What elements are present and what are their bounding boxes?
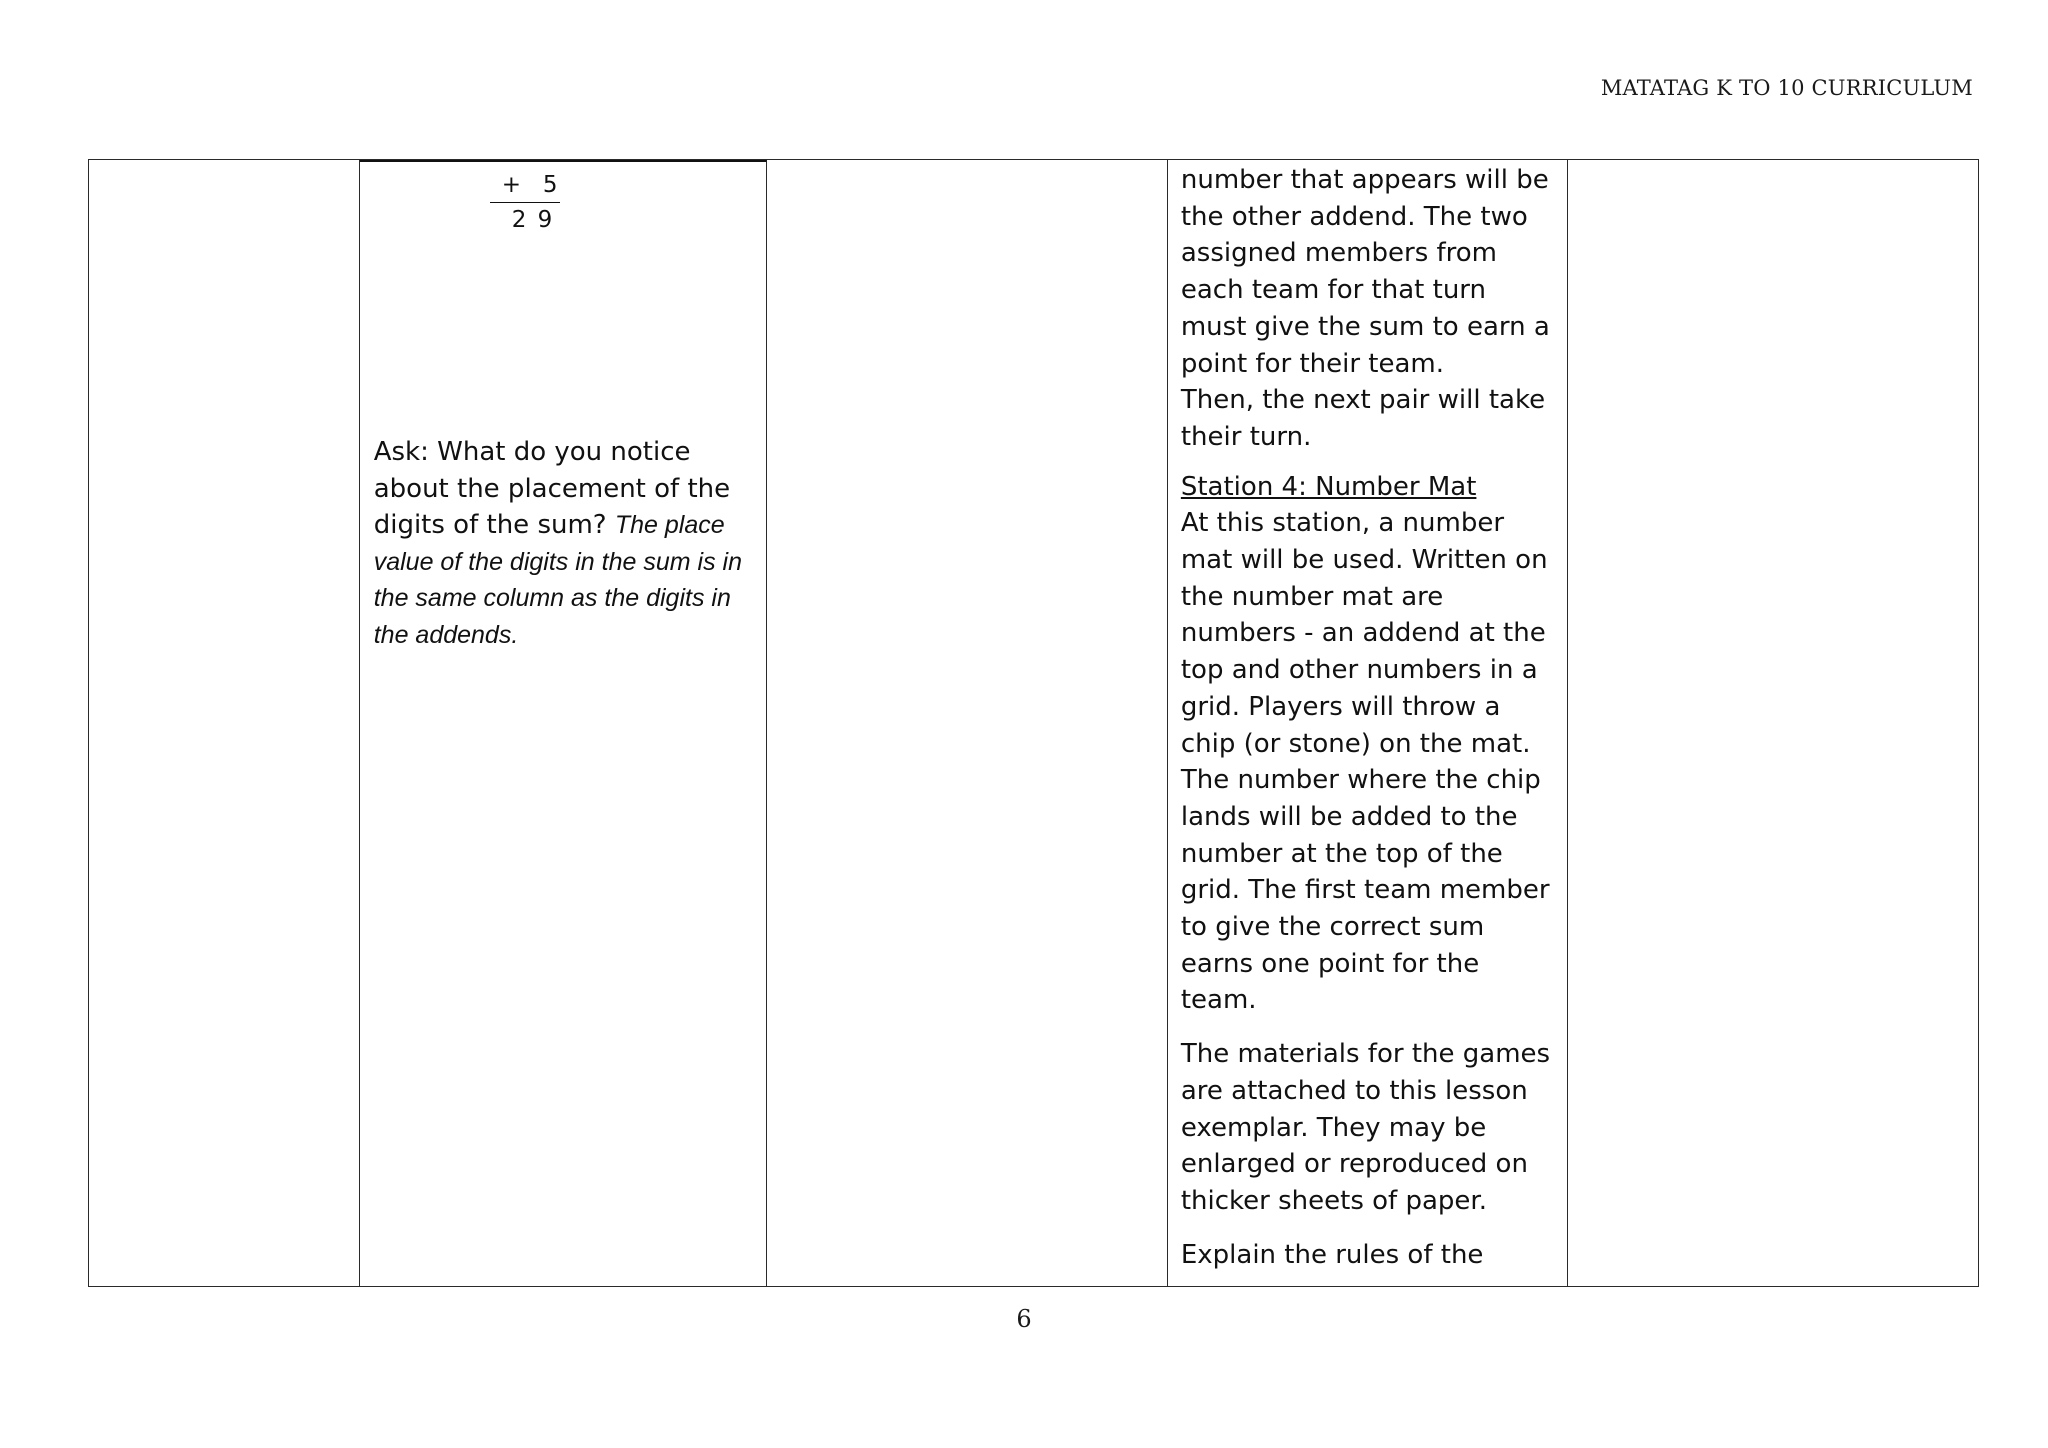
station-4-title: Station 4: Number Mat: [1180, 471, 1477, 502]
station-4-body: At this station, a number mat will be used. Written on the number mat are numbers - an addend at the top and other numbers in a grid. Players will throw a chip (or stone) on the mat. The number where the chip lands will be added to the number at the top of the grid. The first team member to give the correct sum earns one point for the team.: [1180, 508, 1550, 1016]
table-column-5: [1568, 160, 1978, 1286]
page-number: 6: [1016, 1305, 1032, 1333]
table-column-2: [360, 160, 768, 1286]
table-column-4: [1168, 160, 1569, 1286]
sum-line: 2 9: [511, 207, 555, 233]
table-column-3: [767, 160, 1168, 1286]
procedure-text: [1181, 162, 1560, 1286]
curriculum-header: MATATAG K TO 10 CURRICULUM: [1600, 76, 1973, 100]
materials-paragraph: The materials for the games are attached to this lesson exemplar. They may be enlarged or reproduced on thicker sheets of paper.: [1180, 1039, 1551, 1216]
station-4-section: [1181, 469, 1560, 1020]
ask-question-block: [374, 434, 755, 653]
explain-paragraph: Explain the rules of the: [1180, 1239, 1484, 1270]
turn-paragraph: number that appears will be the other addend. The two assigned members from each team for that turn must give the sum to earn a point for their team.: [1180, 165, 1550, 379]
addend-line: + 5: [490, 168, 560, 203]
addition-example: [490, 168, 560, 237]
lesson-table: [88, 159, 1979, 1287]
table-column-1: [89, 160, 360, 1286]
ask-question: Ask: What do you notice about the placement of the digits of the sum?: [373, 437, 731, 540]
ask-answer: The place value of the digits in the sum is in the same column as the digits in the addends.: [373, 511, 742, 649]
next-pair-paragraph: Then, the next pair will take their turn.: [1180, 385, 1546, 452]
